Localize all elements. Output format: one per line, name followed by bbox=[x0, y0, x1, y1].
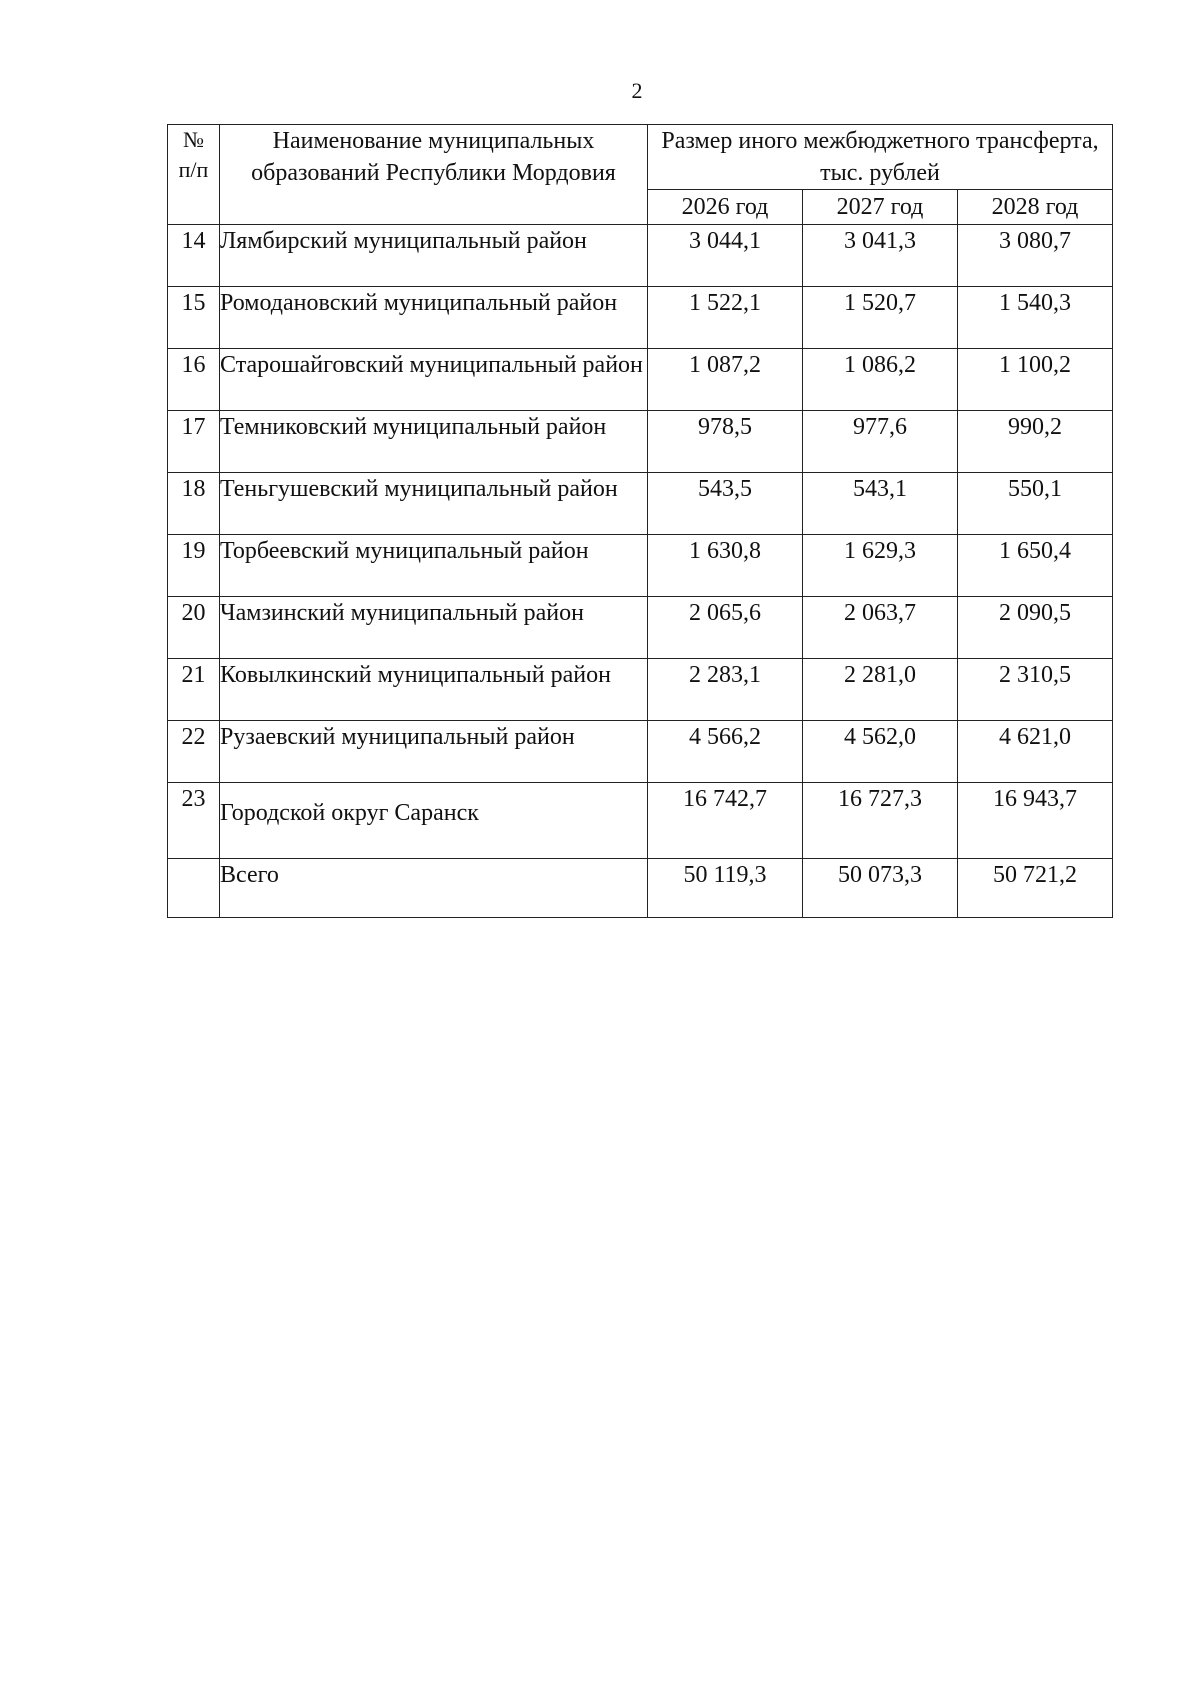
row-value-2027: 543,1 bbox=[803, 473, 958, 535]
header-year-2028: 2028 год bbox=[958, 190, 1113, 225]
total-label: Всего bbox=[220, 859, 648, 918]
row-value-2028: 990,2 bbox=[958, 411, 1113, 473]
table-row bbox=[168, 783, 1113, 859]
row-value-2028: 4 621,0 bbox=[958, 721, 1113, 783]
header-number-label: № п/п bbox=[178, 127, 209, 182]
table-body bbox=[168, 225, 1113, 918]
header-transfer-size-label: Размер иного межбюджетного трансферта, тыс. рублей bbox=[661, 128, 1099, 186]
row-number: 17 bbox=[168, 411, 220, 473]
total-number bbox=[168, 859, 220, 918]
row-value-2027: 977,6 bbox=[803, 411, 958, 473]
total-value-2027: 50 073,3 bbox=[803, 859, 958, 918]
table-row bbox=[168, 535, 1113, 597]
header-transfer-size bbox=[648, 125, 1113, 190]
row-value-2026: 978,5 bbox=[648, 411, 803, 473]
row-value-2027: 1 520,7 bbox=[803, 287, 958, 349]
row-value-2026: 4 566,2 bbox=[648, 721, 803, 783]
total-value-2026: 50 119,3 bbox=[648, 859, 803, 918]
header-year-2026: 2026 год bbox=[648, 190, 803, 225]
row-municipality-name: Теньгушевский муниципальный район bbox=[220, 473, 648, 535]
row-municipality-name: Ковылкинский муниципальный район bbox=[220, 659, 648, 721]
table-row bbox=[168, 287, 1113, 349]
row-value-2026: 2 065,6 bbox=[648, 597, 803, 659]
row-value-2028: 2 090,5 bbox=[958, 597, 1113, 659]
row-municipality-name: Ромодановский муниципальный район bbox=[220, 287, 648, 349]
row-value-2027: 16 727,3 bbox=[803, 783, 958, 859]
table-row bbox=[168, 597, 1113, 659]
row-municipality-name: Темниковский муниципальный район bbox=[220, 411, 648, 473]
row-value-2026: 16 742,7 bbox=[648, 783, 803, 859]
row-value-2027: 4 562,0 bbox=[803, 721, 958, 783]
table-row bbox=[168, 225, 1113, 287]
row-value-2028: 1 650,4 bbox=[958, 535, 1113, 597]
total-value-2028: 50 721,2 bbox=[958, 859, 1113, 918]
row-municipality-name: Торбеевский муниципальный район bbox=[220, 535, 648, 597]
table-total-row bbox=[168, 859, 1113, 918]
row-number: 15 bbox=[168, 287, 220, 349]
row-number: 22 bbox=[168, 721, 220, 783]
row-value-2028: 2 310,5 bbox=[958, 659, 1113, 721]
table-row bbox=[168, 721, 1113, 783]
table-header bbox=[168, 125, 1113, 225]
row-number: 18 bbox=[168, 473, 220, 535]
table-row bbox=[168, 659, 1113, 721]
row-value-2026: 2 283,1 bbox=[648, 659, 803, 721]
row-value-2028: 3 080,7 bbox=[958, 225, 1113, 287]
row-value-2028: 16 943,7 bbox=[958, 783, 1113, 859]
row-number: 23 bbox=[168, 783, 220, 859]
row-value-2027: 2 281,0 bbox=[803, 659, 958, 721]
row-value-2026: 543,5 bbox=[648, 473, 803, 535]
row-number: 20 bbox=[168, 597, 220, 659]
row-municipality-name: Старошайговский муниципальный район bbox=[220, 349, 648, 411]
header-year-2027: 2027 год bbox=[803, 190, 958, 225]
row-value-2026: 3 044,1 bbox=[648, 225, 803, 287]
header-number bbox=[168, 125, 220, 225]
row-municipality-name: Городской округ Саранск bbox=[220, 783, 648, 859]
table-row bbox=[168, 349, 1113, 411]
row-value-2027: 1 086,2 bbox=[803, 349, 958, 411]
row-value-2026: 1 087,2 bbox=[648, 349, 803, 411]
row-value-2027: 3 041,3 bbox=[803, 225, 958, 287]
row-value-2028: 550,1 bbox=[958, 473, 1113, 535]
row-value-2027: 1 629,3 bbox=[803, 535, 958, 597]
table-row bbox=[168, 411, 1113, 473]
row-value-2026: 1 630,8 bbox=[648, 535, 803, 597]
header-name-label: Наименование муниципальных образований Республики Мордовия bbox=[251, 128, 616, 186]
row-municipality-name: Лямбирский муниципальный район bbox=[220, 225, 648, 287]
row-number: 21 bbox=[168, 659, 220, 721]
header-name bbox=[220, 125, 648, 225]
row-value-2028: 1 100,2 bbox=[958, 349, 1113, 411]
row-value-2027: 2 063,7 bbox=[803, 597, 958, 659]
row-municipality-name: Рузаевский муниципальный район bbox=[220, 721, 648, 783]
row-number: 19 bbox=[168, 535, 220, 597]
transfers-table bbox=[167, 124, 1113, 918]
row-value-2026: 1 522,1 bbox=[648, 287, 803, 349]
row-value-2028: 1 540,3 bbox=[958, 287, 1113, 349]
page-number: 2 bbox=[631, 78, 643, 103]
row-municipality-name: Чамзинский муниципальный район bbox=[220, 597, 648, 659]
row-number: 16 bbox=[168, 349, 220, 411]
table-row bbox=[168, 473, 1113, 535]
row-number: 14 bbox=[168, 225, 220, 287]
